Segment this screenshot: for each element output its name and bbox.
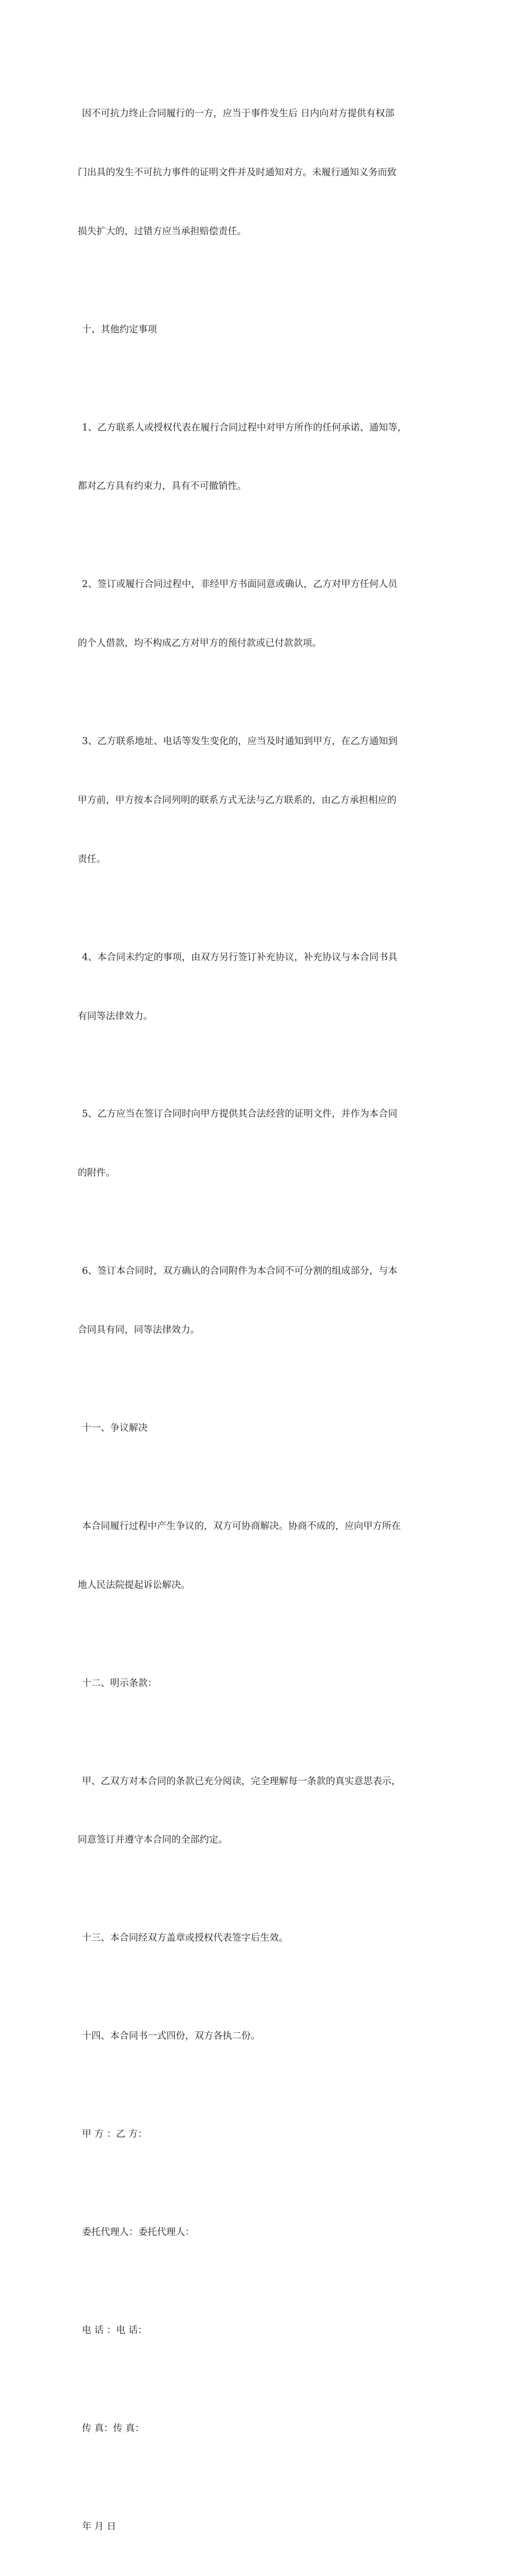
clause-item-3 — [78, 693, 434, 909]
text-line: 5、乙方应当在签订合同时向甲方提供其合法经营的证明文件，并作为本合同 — [82, 1109, 398, 1120]
section-11-heading — [78, 1379, 434, 1478]
text-line: 门出具的发生不可抗力事件的证明文件并及时通知对方。未履行通知义务而致 — [78, 167, 396, 178]
signature-agent-line — [78, 2184, 434, 2282]
clause-item-5 — [78, 1065, 434, 1222]
text-line: 委托代理人：委托代理人： — [82, 2227, 194, 2238]
section-14-clause — [78, 1987, 434, 2085]
text-line: 年 月 日 — [82, 2521, 116, 2533]
section-12-heading — [78, 1635, 434, 1733]
text-line: 同意签订并遵守本合同的全部约定。 — [78, 1835, 228, 1846]
text-line: 传 真：传 真： — [82, 2423, 145, 2434]
express-terms-paragraph — [78, 1732, 434, 1889]
text-line: 地人民法院提起诉讼解决。 — [78, 1579, 190, 1591]
text-line: 甲、乙双方对本合同的条款已充分阅读，完全理解每一条款的真实意思表示， — [82, 1776, 401, 1787]
text-line: 有同等法律效力。 — [78, 1011, 153, 1022]
text-line: 十三、本合同经双方盖章或授权代表签字后生效。 — [82, 1933, 288, 1944]
clause-item-6 — [78, 1222, 434, 1379]
text-line: 合同具有同，同等法律效力。 — [78, 1325, 200, 1335]
text-line: 本合同履行过程中产生争议的，双方可协商解决。协商不成的，应向甲方所在 — [82, 1520, 401, 1532]
signature-fax-line — [78, 2380, 434, 2478]
text-line: 6、签订本合同时，双方确认的合同附件为本合同不可分割的组成部分，与本 — [82, 1266, 398, 1277]
text-line: 十四、本合同书一式四份，双方各执二份。 — [82, 2031, 260, 2042]
clause-item-1 — [78, 379, 434, 536]
heading-text: 十二、明示条款： — [82, 1677, 157, 1689]
signature-party-line — [78, 2085, 434, 2184]
text-line: 因不可抗力终止合同履行的一方，应当于事件发生后 日内向对方提供有权部 — [82, 108, 395, 120]
contract-page — [78, 65, 434, 2576]
text-line: 都对乙方具有约束力，具有不可撤销性。 — [78, 481, 246, 492]
heading-text: 十、其他约定事项 — [82, 324, 157, 335]
text-line: 责任。 — [78, 853, 106, 865]
text-line: 甲 方 ：乙 方： — [82, 2129, 147, 2140]
dispute-resolution-paragraph — [78, 1478, 434, 1635]
text-line: 的个人借款，均不构成乙方对甲方的预付款或已付款款项。 — [78, 638, 321, 649]
clause-item-2 — [78, 536, 434, 693]
force-majeure-termination-paragraph — [78, 65, 434, 281]
clause-item-4 — [78, 909, 434, 1066]
text-line: 4、本合同未约定的事项，由双方另行签订补充协议，补充协议与本合同书具 — [82, 952, 398, 963]
section-10-heading — [78, 281, 434, 379]
heading-text: 十一、争议解决 — [82, 1422, 148, 1434]
text-line: 损失扩大的，过错方应当承担赔偿责任。 — [78, 226, 246, 237]
text-line: 的附件。 — [78, 1168, 115, 1179]
text-line: 甲方前，甲方按本合同列明的联系方式无法与乙方联系的，由乙方承担相应的 — [78, 795, 396, 806]
signature-phone-line — [78, 2282, 434, 2380]
text-line: 3、乙方联系地址、电话等发生变化的，应当及时通知到甲方，在乙方通知到 — [82, 736, 398, 747]
section-13-clause — [78, 1889, 434, 1987]
text-line: 1、乙方联系人或授权代表在履行合同过程中对甲方所作的任何承诺、通知等， — [82, 422, 407, 433]
signature-date-line — [78, 2478, 434, 2576]
text-line: 2、签订或履行合同过程中，非经甲方书面同意或确认，乙方对甲方任何人员 — [82, 579, 398, 590]
text-line: 电 话 ：电 话： — [82, 2325, 147, 2336]
